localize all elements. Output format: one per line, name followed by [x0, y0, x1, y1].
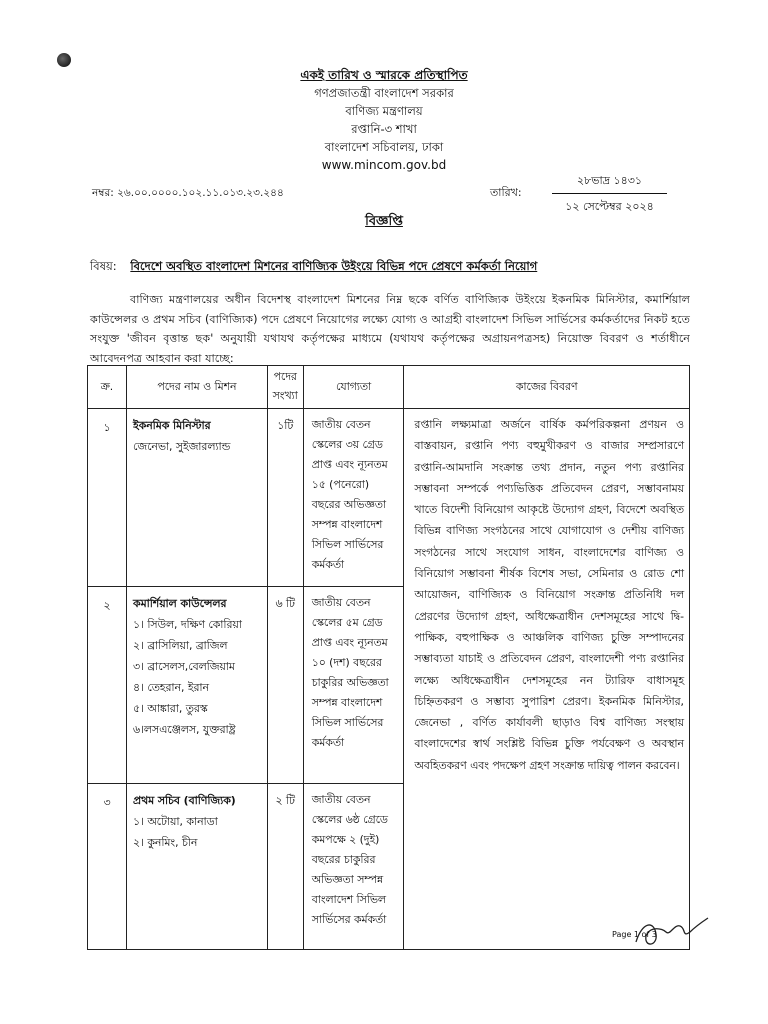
row-count: ৬ টি: [267, 587, 303, 784]
branch-name: রপ্তানি-৩ শাখা: [351, 122, 417, 136]
post-location: ৩। ব্রাসেলস,বেলজিয়াম: [133, 660, 235, 673]
intro-paragraph: বাণিজ্য মন্ত্রণালয়ের অধীন বিদেশস্থ বাংলাদেশ মিশনের নিম্ন ছকে বর্ণিত বাণিজ্যিক উইংয়ে ইকনমিক মিনিস্টার, কমার্শিয়াল কাউন্সেলর ও প্রথম সচিব (বাণিজ্যিক) পদে প্রেষণে নিয়োগের লক্ষ্যে যোগ্য ও আগ্রহী বাংলাদেশ সিভিল সার্ভিসের কর্মকর্তাদের নিকট হতে সংযুক্ত 'জীবন বৃত্তান্ত ছক' অনুযায়ী যথাযথ কর্তৃপক্ষের মাধ্যমে (যথাযথ কর্তৃপক্ষের অগ্রায়নপত্রসহ) নিয়োক্ত বিবরণ ও শর্তাধীনে আবেদনপত্র আহবান করা যাচ্ছে:: [90, 293, 690, 365]
row-count: ১টি: [267, 409, 303, 587]
government-name: গণপ্রজাতন্ত্রী বাংলাদেশ সরকার: [314, 86, 454, 100]
row-post: [127, 587, 268, 784]
row-qualification: জাতীয় বেতন স্কেলের ৩য় গ্রেড প্রাপ্ত এবং ন্যূনতম ১৫ (পনেরো) বছরের অভিজ্ঞতা সম্পন্ন বাংলাদেশ সিভিল সার্ভিসের কর্মকর্তা: [303, 409, 404, 587]
date-label: তারিখ:: [490, 186, 522, 199]
letterhead: [0, 66, 768, 174]
notice-title: বিজ্ঞপ্তি: [365, 214, 403, 229]
row-qualification: জাতীয় বেতন স্কেলের ৫ম গ্রেড প্রাপ্ত এবং ন্যূনতম ১০ (দশ) বছরের চাকুরির অভিজ্ঞতা সম্পন্ন বাংলাদেশ সিভিল সার্ভিসের কর্মকর্তা: [303, 587, 404, 784]
punch-hole-mark: [57, 53, 71, 67]
post-location: ৫। আঙ্কারা, তুরস্ক: [133, 702, 208, 715]
page-number: Page 1 of 3: [612, 930, 657, 939]
row-sl: ৩: [88, 784, 127, 950]
post-location: ৪। তেহরান, ইরান: [133, 681, 209, 694]
header-post: পদের নাম ও মিশন: [127, 366, 268, 409]
work-description: রপ্তানি লক্ষ্যমাত্রা অর্জনে বার্ষিক কর্মপরিকল্পনা প্রণয়ন ও বাস্তবায়ন, রপ্তানি পণ্য বহুমুখীকরণ ও বাজার সম্প্রসারণে রপ্তানি-আমদানি সংক্রান্ত তথ্য প্রদান, নতুন পণ্য রপ্তানির সম্ভাবনা সম্পর্কে পণ্যভিত্তিক প্রতিবেদন প্রেরণ, সম্ভাবনাময় খাতে বিদেশী বিনিয়োগ আকৃষ্টে উদ্যোগ গ্রহণ, বিদেশে অবস্থিত বিভিন্ন বাণিজ্য সংগঠনের সাথে যোগাযোগ ও দেশীয় বাণিজ্য সংগঠনের সাথে সংযোগ সাধন, বাংলাদেশের বাণিজ্য ও বিনিয়োগ সম্ভাবনা শীর্ষক বিশেষ সভা, সেমিনার ও রোড শো আয়োজন, বাণিজ্যিক ও বিনিয়োগ সংক্রান্ত প্রতিনিধি দল প্রেরণের উদ্যোগ গ্রহণ, অধিক্ষেত্রাধীন দেশসমূহের সাথে দ্বি-পাক্ষিক, বহুপাক্ষিক ও আঞ্চলিক বাণিজ্য চুক্তি সম্পাদনের সম্ভাব্যতা যাচাই ও প্রতিবেদন প্রেরণ, বাংলাদেশী পণ্য রপ্তানির লক্ষ্যে অধিক্ষেত্রাধীন দেশসমূহের নন ট্যারিফ বাধাসমূহ চিহ্নিতকরণ ও সম্ভাব্য সুপারিশ প্রেরণ। ইকনমিক মিনিস্টার, জেনেভা , বর্ণিত কার্যাবলী ছাড়াও বিশ্ব বাণিজ্য সংস্থায় বাংলাদেশের স্বার্থ সংশ্লিষ্ট বিভিন্ন চুক্তি পর্যবেক্ষণ ও অবস্থান অবহিতকরণ এবং পদক্ষেপ গ্রহণ সংক্রান্ত দায়িত্ব পালন করবেন।: [404, 409, 690, 950]
header-sl: ক্র.: [88, 366, 127, 409]
posts-table: [87, 365, 690, 950]
memo-number: নম্বর: ২৬.০০.০০০০.১০২.১১.০১৩.২৩.২৪৪: [92, 187, 284, 199]
row-qualification: জাতীয় বেতন স্কেলের ৬ষ্ঠ গ্রেডে কমপক্ষে ২ (দুই) বছরের চাকুরির অভিজ্ঞতা সম্পন্ন বাংলাদেশ সিভিল সার্ভিসের কর্মকর্তা: [303, 784, 404, 950]
row-post: [127, 784, 268, 950]
post-title: ইকনমিক মিনিস্টার: [133, 419, 211, 432]
date-block: [552, 172, 667, 217]
header-qualification: যোগ্যতা: [303, 366, 404, 409]
post-title: কমার্শিয়াল কাউন্সেলর: [133, 597, 227, 610]
subject-text: বিদেশে অবস্থিত বাংলাদেশ মিশনের বাণিজ্যিক উইংয়ে বিভিন্ন পদে প্রেষণে কর্মকর্তা নিয়োগ: [130, 259, 538, 273]
subject-line: [90, 258, 537, 277]
ministry-name: বাণিজ্য মন্ত্রণালয়: [345, 104, 423, 118]
row-sl: ১: [88, 409, 127, 587]
row-sl: ২: [88, 587, 127, 784]
post-location: ২। ব্রাসিলিয়া, ব্রাজিল: [133, 639, 228, 652]
secretariat-address: বাংলাদেশ সচিবালয়, ঢাকা: [324, 140, 444, 154]
website-link[interactable]: www.mincom.gov.bd: [321, 158, 447, 172]
post-location: ১। অটোয়া, কানাডা: [133, 815, 218, 828]
replacement-note: একই তারিখ ও স্মারকে প্রতিস্থাপিত: [300, 68, 468, 82]
post-location: জেনেভা, সুইজারল্যান্ড: [133, 440, 231, 453]
row-post: [127, 409, 268, 587]
header-count: পদের সংখ্যা: [267, 366, 303, 409]
date-gregorian: ১২ সেপ্টেম্বর ২০২৪: [565, 200, 654, 213]
date-bangla: ২৮ভাদ্র ১৪৩১: [552, 172, 667, 194]
header-work: কাজের বিবরণ: [404, 366, 690, 409]
post-title: প্রথম সচিব (বাণিজ্যিক): [133, 794, 236, 807]
post-location: ৬।লসএঞ্জেলস, যুক্তরাষ্ট্র: [133, 723, 236, 736]
post-location: ১। সিউল, দক্ষিণ কোরিয়া: [133, 618, 242, 631]
table-header-row: [88, 366, 690, 409]
table-row: [88, 409, 690, 587]
subject-label: বিষয়:: [90, 259, 117, 273]
row-count: ২ টি: [267, 784, 303, 950]
post-location: ২। কুনমিং, চীন: [133, 836, 198, 849]
